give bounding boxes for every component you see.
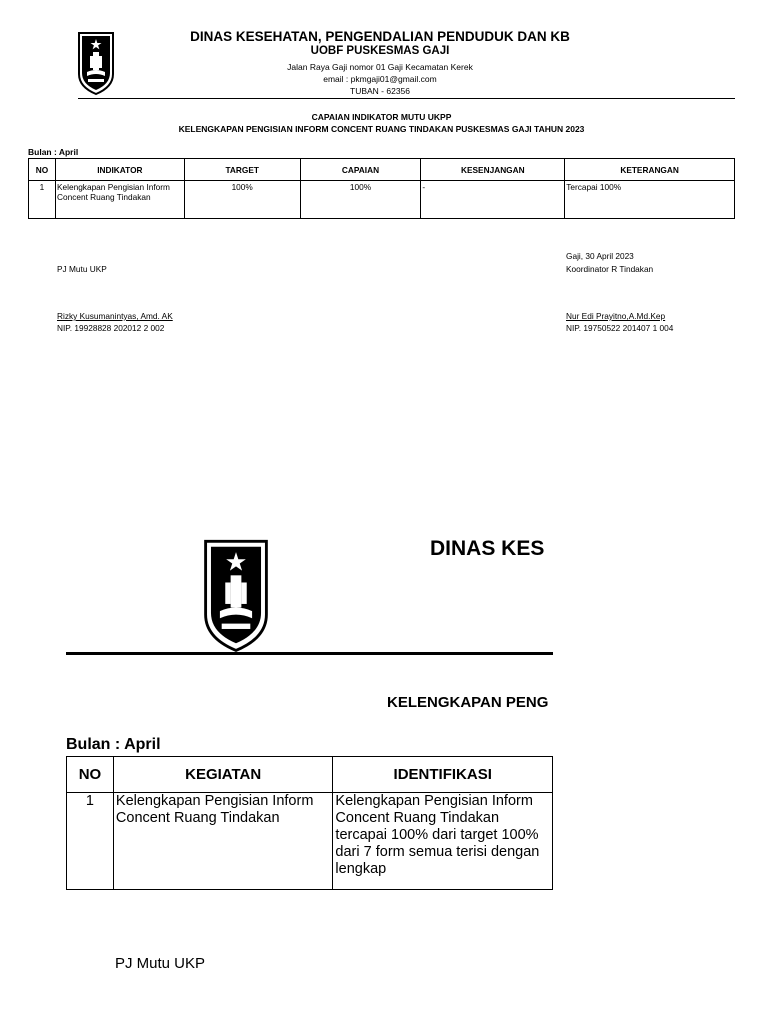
agency-name: DINAS KESEHATAN, PENGENDALIAN PENDUDUK DAN KB — [190, 29, 570, 44]
table-row — [29, 181, 735, 219]
address-text: Jalan Raya Gaji nomor 01 Gaji Kecamatan Kerek — [287, 62, 473, 72]
east-java-emblem-large-icon — [200, 536, 272, 654]
column-header: CAPAIAN — [300, 159, 421, 181]
cell-keterangan: Tercapai 100% — [565, 181, 735, 219]
zoomed-agency-name: DINAS KES — [430, 537, 545, 560]
signature-date: Gaji, 30 April 2023 — [566, 251, 634, 261]
zoomed-report-title: KELENGKAPAN PENG — [387, 694, 549, 711]
zoomed-header-divider — [66, 652, 553, 655]
cell-kegiatan: Kelengkapan Pengisian Inform Concent Ruang Tindakan — [113, 793, 333, 890]
cell-capaian: 100% — [300, 181, 421, 219]
column-header: IDENTIFIKASI — [333, 757, 553, 793]
right-signer-role: Koordinator R Tindakan — [566, 264, 654, 274]
column-header: TARGET — [184, 159, 300, 181]
report-title: CAPAIAN INDIKATOR MUTU UKPP — [311, 112, 452, 122]
cell-target: 100% — [184, 181, 300, 219]
unit-name: UOBF PUSKESMAS GAJI — [310, 45, 450, 57]
right-signer-nip: NIP. 19750522 201407 1 004 — [566, 323, 674, 333]
email-text: email : pkmgaji01@gmail.com — [323, 74, 437, 84]
cell-no: 1 — [67, 793, 114, 890]
column-header: KESENJANGAN — [421, 159, 565, 181]
left-signer-role: PJ Mutu UKP — [57, 264, 107, 274]
left-signer-nip: NIP. 19928828 202012 2 002 — [57, 323, 165, 333]
zoomed-signer-role: PJ Mutu UKP — [115, 955, 206, 972]
right-signer-name: Nur Edi Prayitno,A.Md.Kep — [566, 311, 666, 321]
month-label: Bulan : April — [28, 147, 79, 157]
cell-indikator: Kelengkapan Pengisian Inform Concent Ruang Tindakan — [55, 181, 184, 219]
column-header: KETERANGAN — [565, 159, 735, 181]
left-signer-name: Rizky Kusumanintyas, Amd. AK — [57, 311, 173, 321]
column-header: NO — [67, 757, 114, 793]
zoomed-month-label: Bulan : April — [66, 736, 161, 753]
column-header: INDIKATOR — [55, 159, 184, 181]
east-java-emblem-icon — [76, 30, 116, 96]
indicator-table — [28, 158, 735, 219]
table-header-row — [29, 159, 735, 181]
column-header: KEGIATAN — [113, 757, 333, 793]
column-header: NO — [29, 159, 56, 181]
cell-kesenjangan: - — [421, 181, 565, 219]
table-row — [67, 793, 553, 890]
table-header-row — [67, 757, 553, 793]
activity-table — [66, 756, 553, 890]
header-divider — [78, 98, 735, 99]
city-postcode: TUBAN - 62356 — [350, 86, 410, 96]
cell-identifikasi: Kelengkapan Pengisian Inform Concent Ruang Tindakan tercapai 100% dari target 100% dari 7 form semua terisi dengan lengkap — [333, 793, 553, 890]
report-subtitle: KELENGKAPAN PENGISIAN INFORM CONCENT RUANG TINDAKAN PUSKESMAS GAJI TAHUN 2023 — [178, 124, 585, 134]
cell-no: 1 — [29, 181, 56, 219]
